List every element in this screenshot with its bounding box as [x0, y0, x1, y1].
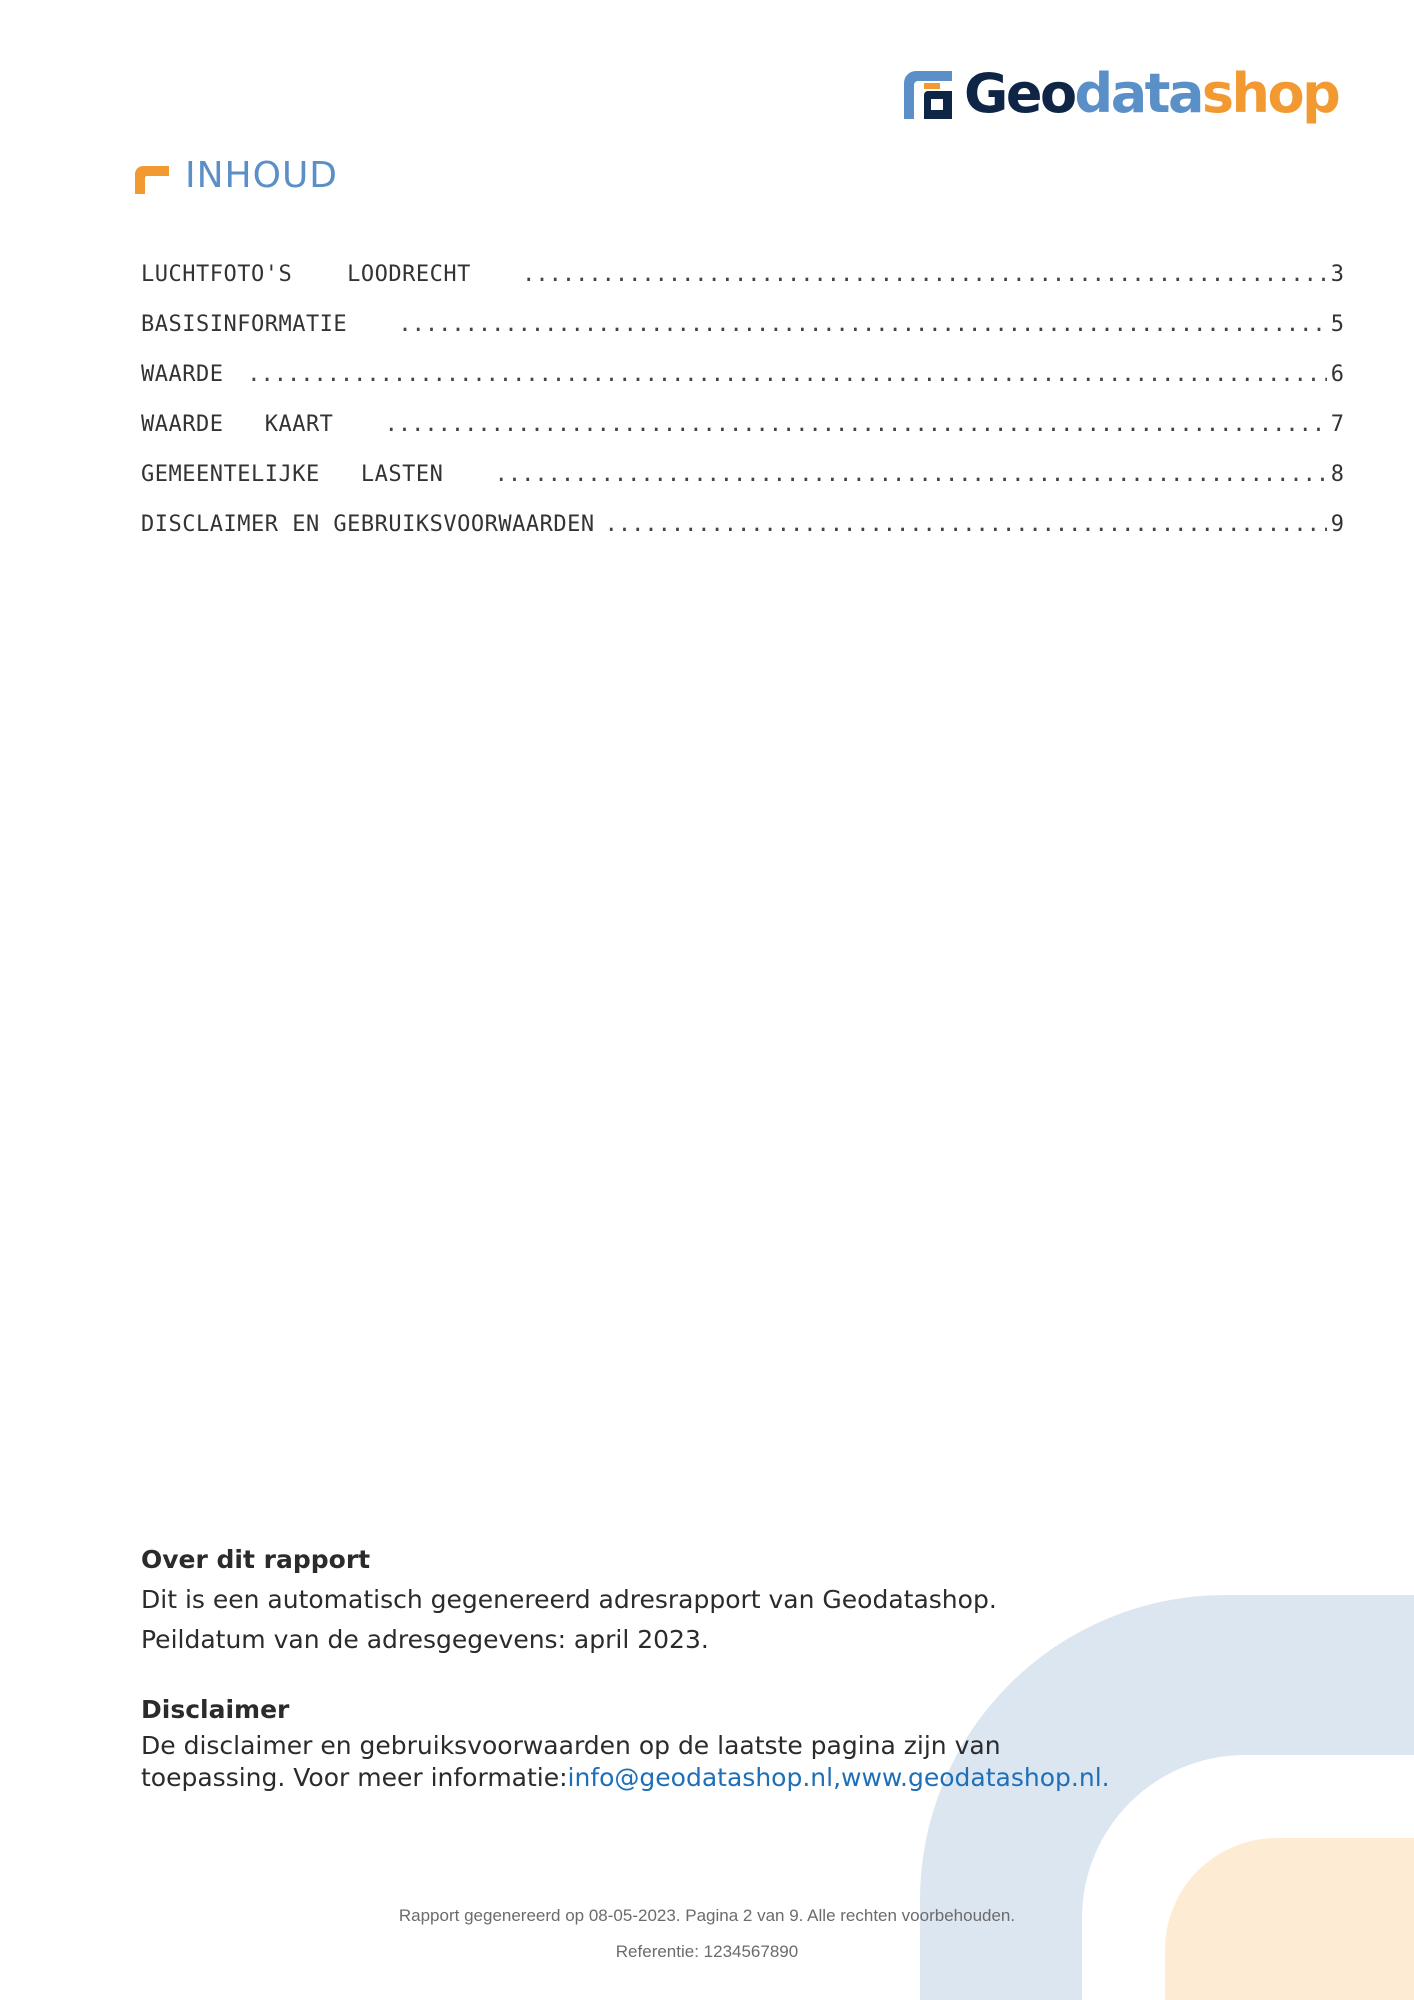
toc-dot-leader	[385, 412, 1327, 437]
logo-text-shop: shop	[1201, 62, 1339, 125]
contents-title: INHOUD	[185, 155, 339, 196]
disclaimer-text-line1: De disclaimer en gebruiksvoorwaarden op de laatste pagina zijn van	[141, 1731, 1001, 1760]
email-link[interactable]: info@geodatashop.nl	[567, 1763, 834, 1792]
disclaimer-text-prefix: toepassing. Voor meer informatie:	[141, 1763, 568, 1792]
page-footer	[0, 1898, 1414, 1970]
toc-entry-basisinformatie[interactable]	[141, 312, 1344, 362]
toc-entry-title: DISCLAIMER EN GEBRUIKSVOORWAARDEN	[141, 512, 595, 537]
disclaimer-text-line2	[141, 1762, 1191, 1794]
toc-entry-title: WAARDE KAART	[141, 412, 375, 437]
toc-dot-leader	[605, 512, 1327, 537]
about-report-section	[141, 1540, 1141, 1660]
toc-entry-page: 7	[1330, 412, 1344, 437]
toc-entry-waarde[interactable]	[141, 362, 1344, 412]
about-report-description: Dit is een automatisch gegenereerd adresrapport van Geodatashop.	[141, 1585, 997, 1614]
toc-entry-page: 3	[1330, 262, 1344, 287]
toc-dot-leader	[398, 312, 1326, 337]
toc-entry-luchtfotos[interactable]	[141, 262, 1344, 312]
toc-entry-title: BASISINFORMATIE	[141, 312, 389, 337]
geodatashop-logo-text	[964, 62, 1339, 125]
toc-entry-disclaimer[interactable]	[141, 512, 1344, 562]
toc-entry-title: WAARDE	[141, 362, 238, 387]
toc-entry-title: GEMEENTELIJKE LASTEN	[141, 462, 485, 487]
disclaimer-heading: Disclaimer	[141, 1695, 290, 1724]
logo-text-data: data	[1074, 62, 1202, 125]
geodatashop-logo	[898, 62, 1350, 126]
contents-heading	[135, 155, 339, 196]
table-of-contents	[141, 262, 1344, 562]
toc-entry-title: LUCHTFOTO'S LOODRECHT	[141, 262, 513, 287]
website-link[interactable]: www.geodatashop.nl.	[841, 1763, 1110, 1792]
toc-entry-page: 6	[1330, 362, 1344, 387]
toc-dot-leader	[247, 362, 1327, 387]
toc-entry-gemeentelijke-lasten[interactable]	[141, 462, 1344, 512]
footer-generated-info: Rapport gegenereerd op 08-05-2023. Pagina 2 van 9. Alle rechten voorbehouden.	[398, 1906, 1016, 1925]
toc-dot-leader	[522, 262, 1327, 287]
corner-bracket-icon	[135, 164, 169, 194]
toc-entry-page: 9	[1330, 512, 1344, 537]
toc-dot-leader	[495, 462, 1327, 487]
toc-entry-page: 8	[1330, 462, 1344, 487]
geodatashop-logo-icon	[898, 65, 956, 123]
disclaimer-section	[141, 1690, 1191, 1794]
about-report-reference-date: Peildatum van de adresgegevens: april 2023.	[141, 1625, 709, 1654]
link-separator: ,	[833, 1763, 842, 1792]
toc-entry-waarde-kaart[interactable]	[141, 412, 1344, 462]
footer-reference: Referentie: 1234567890	[615, 1942, 799, 1961]
about-report-heading: Over dit rapport	[141, 1545, 371, 1574]
toc-entry-page: 5	[1330, 312, 1344, 337]
logo-text-geo: Geo	[964, 62, 1075, 125]
